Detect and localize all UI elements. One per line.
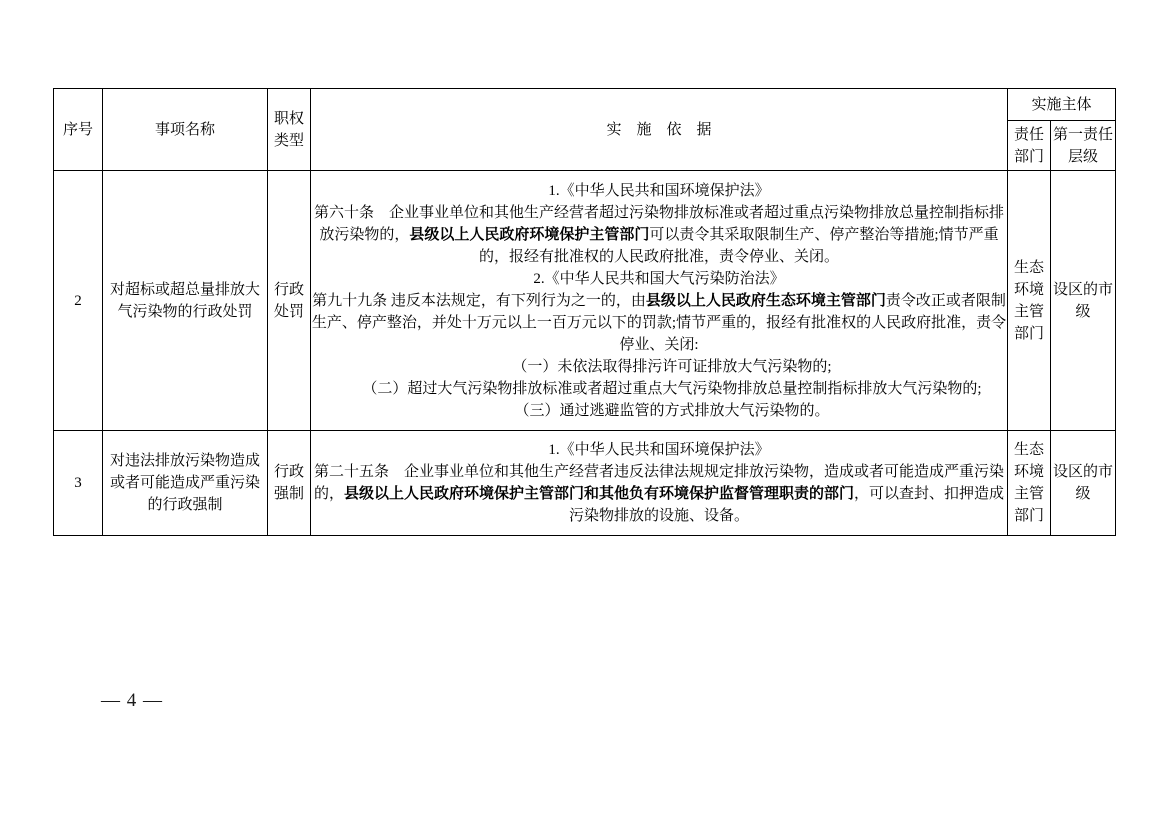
cell-responsible-department: 生态环境主管部门 — [1008, 171, 1051, 431]
article-text: 第二十五条 企业事业单位和其他生产经营者违反法律法规规定排放污染物，造成或者可能造成严重污染的， — [313, 464, 1004, 502]
legal-article-paragraph — [311, 461, 1007, 527]
cell-implementation-basis — [311, 431, 1008, 536]
cell-first-responsibility-level: 设区的市级 — [1051, 431, 1116, 536]
table-header-row-top — [54, 89, 1116, 121]
cell-responsible-department: 生态环境主管部门 — [1008, 431, 1051, 536]
cell-implementation-basis — [311, 171, 1008, 431]
cell-authority-type: 行政强制 — [268, 431, 311, 536]
header-item-name: 事项名称 — [103, 89, 268, 171]
article-text: 可以责令其采取限制生产、停产整治等措施;情节严重的，报经有批准权的人民政府批准，责令停业、关闭。 — [478, 226, 999, 265]
header-responsible-department: 责任部门 — [1008, 121, 1051, 171]
cell-serial-number: 2 — [54, 171, 103, 431]
law-title-text: 1.《中华人民共和国环境保护法》 — [548, 182, 770, 199]
law-title — [311, 268, 1007, 290]
header-implementation-subject: 实施主体 — [1008, 89, 1116, 121]
legal-list-item: （三）通过逃避监管的方式排放大气污染物的。 — [514, 402, 830, 419]
table-row-item-3 — [54, 431, 1116, 536]
article-bold-text: 县级以上人民政府环境保护主管部门 — [409, 226, 650, 243]
cell-first-responsibility-level: 设区的市级 — [1051, 171, 1116, 431]
article-text: 第九十九条 违反本法规定，有下列行为之一的，由 — [312, 292, 646, 309]
legal-article-paragraph — [311, 290, 1007, 356]
legal-article-paragraph — [311, 202, 1007, 268]
law-title — [311, 439, 1007, 461]
table-row-item-2 — [54, 171, 1116, 431]
authority-matrix-table — [53, 88, 1116, 536]
article-bold-text: 县级以上人民政府环境保护主管部门和其他负有环境保护监督管理职责的部门 — [343, 486, 854, 502]
law-title-text: 2.《中华人民共和国大气污染防治法》 — [533, 270, 785, 287]
legal-list-item: （一）未依法取得排污许可证排放大气污染物的; — [512, 358, 832, 375]
law-title — [311, 180, 1007, 202]
article-text: 第六十条 企业事业单位和其他生产经营者超过污染物排放标准或者超过重点污染物排放总量控制指标排放污染物的， — [313, 204, 1004, 243]
cell-item-name: 对超标或超总量排放大气污染物的行政处罚 — [103, 171, 268, 431]
article-text: ，可以查封、扣押造成污染物排放的设施、设备。 — [568, 486, 1005, 524]
article-text: 责令改正或者限制生产、停产整治，并处十万元以上一百万元以下的罚款;情节严重的，报经有批准权的人民政府批准，责令停业、关闭: — [311, 292, 1007, 353]
page-number: — 4 — — [101, 690, 163, 711]
cell-item-name: 对违法排放污染物造成或者可能造成严重污染的行政强制 — [103, 431, 268, 536]
cell-authority-type: 行政处罚 — [268, 171, 311, 431]
header-authority-type: 职权类型 — [268, 89, 311, 171]
header-first-responsibility-level: 第一责任层级 — [1051, 121, 1116, 171]
header-serial-number: 序号 — [54, 89, 103, 171]
article-bold-text: 县级以上人民政府生态环境主管部门 — [645, 292, 886, 309]
cell-serial-number: 3 — [54, 431, 103, 536]
legal-list-item: （二）超过大气污染物排放标准或者超过重点大气污染物排放总量控制指标排放大气污染物的; — [362, 380, 982, 397]
law-title-text: 1.《中华人民共和国环境保护法》 — [548, 442, 770, 458]
header-implementation-basis: 实 施 依 据 — [311, 89, 1008, 171]
